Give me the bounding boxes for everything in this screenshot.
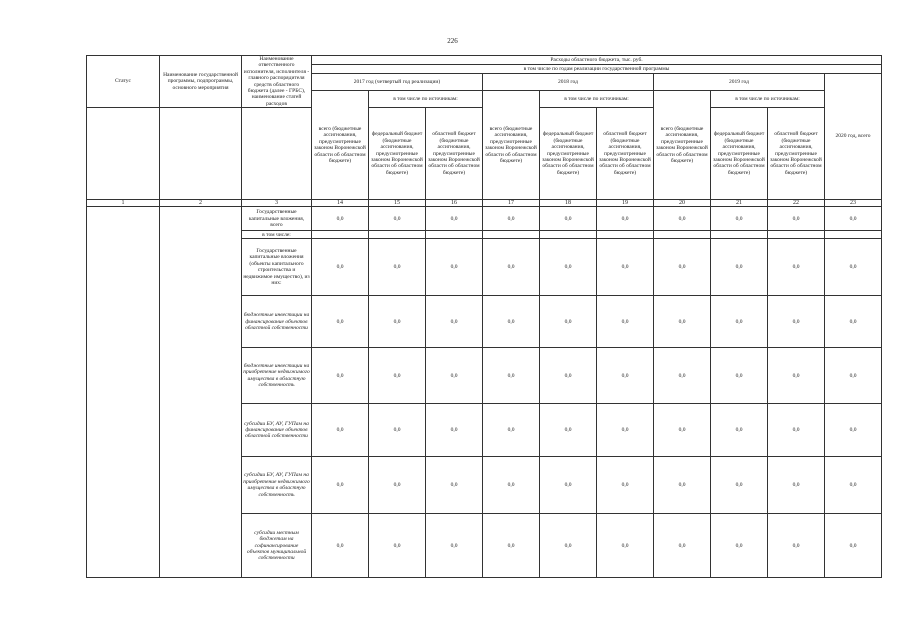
colnum-17: 17 xyxy=(483,200,540,207)
value-cell: 0,0 xyxy=(654,296,711,348)
by-years-header: в том числе по годам реализации государственной программы xyxy=(312,65,882,74)
value-cell: 0,0 xyxy=(483,348,540,404)
value-cell: 0,0 xyxy=(312,514,369,578)
value-cell: 0,0 xyxy=(540,457,597,514)
column-number-row xyxy=(87,200,882,207)
value-cell: 0,0 xyxy=(711,457,768,514)
value-cell: 0,0 xyxy=(369,207,426,231)
row-label-text: Государственные капитальные вложения, всего xyxy=(248,209,305,228)
colnum-15: 15 xyxy=(369,200,426,207)
value-cell: 0,0 xyxy=(426,296,483,348)
value-cell: 0,0 xyxy=(597,514,654,578)
row-label: субсидии местным бюджетам на софинансирование объектов муниципальной собственности xyxy=(242,514,312,578)
value-cell: 0,0 xyxy=(597,348,654,404)
value-cell: 0,0 xyxy=(312,207,369,231)
colnum-21: 21 xyxy=(711,200,768,207)
value-cell: 0,0 xyxy=(483,207,540,231)
status-cell xyxy=(87,207,160,578)
colnum-23: 23 xyxy=(825,200,882,207)
sources-2019-header: в том числе по источникам: xyxy=(711,91,825,108)
value-cell: 0,0 xyxy=(483,296,540,348)
value-cell: 0,0 xyxy=(426,348,483,404)
value-cell: 0,0 xyxy=(369,514,426,578)
value-cell: 0,0 xyxy=(825,404,882,457)
executor-header: Наименование ответственного исполнителя, исполнителя - главного распорядителя средств областного бюджета (далее - ГРБС), наименование статей расходов xyxy=(242,56,312,108)
value-cell: 0,0 xyxy=(711,239,768,296)
value-cell: 0,0 xyxy=(654,239,711,296)
value-cell: 0,0 xyxy=(597,296,654,348)
colnum-18: 18 xyxy=(540,200,597,207)
value-cell: 0,0 xyxy=(711,348,768,404)
colnum-22: 22 xyxy=(768,200,825,207)
value-cell: 0,0 xyxy=(711,514,768,578)
regional-2018-header: областной бюджет (бюджетные ассигнования, предусмотренные законом Воронежской области об областном бюджете) xyxy=(597,108,654,200)
value-cell: 0,0 xyxy=(597,239,654,296)
value-cell: 0,0 xyxy=(768,348,825,404)
value-cell: 0,0 xyxy=(369,404,426,457)
row-sub-label: в том числе: xyxy=(242,231,312,239)
year-2019-header: 2019 год xyxy=(654,74,825,91)
total-2018-header: всего (бюджетные ассигнования, предусмотренные законом Воронежской области об областном бюджете) xyxy=(483,91,540,200)
value-cell: 0,0 xyxy=(369,239,426,296)
sources-2018-header: в том числе по источникам: xyxy=(540,91,654,108)
value-cell: 0,0 xyxy=(483,404,540,457)
value-cell: 0,0 xyxy=(768,514,825,578)
colnum-20: 20 xyxy=(654,200,711,207)
row-label: субсидии БУ, АУ, ГУПам на приобретение недвижимого имущества в областную собственность xyxy=(242,457,312,514)
value-cell: 0,0 xyxy=(711,404,768,457)
value-cell: 0,0 xyxy=(540,404,597,457)
value-cell: 0,0 xyxy=(540,296,597,348)
empty-cell xyxy=(768,231,825,239)
value-cell: 0,0 xyxy=(825,207,882,231)
value-cell: 0,0 xyxy=(540,207,597,231)
value-cell: 0,0 xyxy=(369,457,426,514)
value-cell: 0,0 xyxy=(768,239,825,296)
value-cell: 0,0 xyxy=(768,457,825,514)
value-cell: 0,0 xyxy=(483,457,540,514)
value-cell: 0,0 xyxy=(654,514,711,578)
status-header-cont xyxy=(87,108,160,200)
colnum-3: 3 xyxy=(242,200,312,207)
value-cell: 0,0 xyxy=(312,239,369,296)
row-label: субсидии БУ, АУ, ГУПам на финансирование объектов областной собственности xyxy=(242,404,312,457)
value-cell: 0,0 xyxy=(312,348,369,404)
value-cell: 0,0 xyxy=(312,404,369,457)
year-2020-header: 2020 год, всего xyxy=(825,74,882,200)
empty-cell xyxy=(711,231,768,239)
empty-cell xyxy=(312,231,369,239)
value-cell: 0,0 xyxy=(540,348,597,404)
value-cell: 0,0 xyxy=(426,207,483,231)
value-cell: 0,0 xyxy=(597,404,654,457)
program-name-header: Наименование государственной программы, подпрограммы, основного мероприятия xyxy=(160,56,242,108)
expenses-header: Расходы областного бюджета, тыс. руб. xyxy=(312,56,882,65)
value-cell: 0,0 xyxy=(768,207,825,231)
empty-cell xyxy=(654,231,711,239)
empty-cell xyxy=(540,231,597,239)
value-cell: 0,0 xyxy=(483,514,540,578)
year-2018-header: 2018 год xyxy=(483,74,654,91)
federal-2018-header: федеральный бюджет (бюджетные ассигнования, предусмотренные законом Воронежской области об областном бюджете) xyxy=(540,108,597,200)
value-cell: 0,0 xyxy=(711,296,768,348)
value-cell: 0,0 xyxy=(825,296,882,348)
sources-2017-header: в том числе по источникам: xyxy=(369,91,483,108)
value-cell: 0,0 xyxy=(654,457,711,514)
program-header-cont xyxy=(160,108,242,200)
program-cell xyxy=(160,207,242,578)
colnum-2: 2 xyxy=(160,200,242,207)
value-cell: 0,0 xyxy=(426,514,483,578)
page-number: 226 xyxy=(447,37,458,45)
value-cell: 0,0 xyxy=(825,514,882,578)
value-cell: 0,0 xyxy=(426,457,483,514)
value-cell: 0,0 xyxy=(825,348,882,404)
value-cell: 0,0 xyxy=(768,296,825,348)
empty-cell xyxy=(369,231,426,239)
total-2017-header: всего (бюджетные ассигнования, предусмотренные законом Воронежской области об областном бюджете) xyxy=(312,91,369,200)
header-row-1 xyxy=(87,56,882,65)
value-cell: 0,0 xyxy=(540,239,597,296)
value-cell: 0,0 xyxy=(369,348,426,404)
empty-cell xyxy=(597,231,654,239)
value-cell: 0,0 xyxy=(426,404,483,457)
total-2019-header: всего (бюджетные ассигнования, предусмотренные законом Воронежской области об областном бюджете) xyxy=(654,91,711,200)
value-cell: 0,0 xyxy=(540,514,597,578)
value-cell: 0,0 xyxy=(369,296,426,348)
regional-2019-header: областной бюджет (бюджетные ассигнования, предусмотренные законом Воронежской области об областном бюджете) xyxy=(768,108,825,200)
value-cell: 0,0 xyxy=(312,296,369,348)
empty-cell xyxy=(483,231,540,239)
value-cell: 0,0 xyxy=(654,348,711,404)
table-row xyxy=(87,207,882,231)
empty-cell xyxy=(426,231,483,239)
row-label: Государственные капитальные вложения (объекты капитального строительства и недвижимое имущество), из них: xyxy=(242,239,312,296)
regional-2017-header: областной бюджет (бюджетные ассигнования, предусмотренные законом Воронежской области об областном бюджете) xyxy=(426,108,483,200)
executor-header-cont xyxy=(242,108,312,200)
row-label: бюджетные инвестиции на финансирование объектов областной собственности xyxy=(242,296,312,348)
value-cell: 0,0 xyxy=(654,207,711,231)
value-cell: 0,0 xyxy=(312,457,369,514)
row-label: бюджетные инвестиции на приобретение недвижимого имущества в областную собственность xyxy=(242,348,312,404)
value-cell: 0,0 xyxy=(426,239,483,296)
value-cell: 0,0 xyxy=(825,239,882,296)
value-cell: 0,0 xyxy=(597,207,654,231)
value-cell: 0,0 xyxy=(483,239,540,296)
year-2017-header: 2017 год (четвертый год реализации) xyxy=(312,74,483,91)
colnum-1: 1 xyxy=(87,200,160,207)
value-cell: 0,0 xyxy=(768,404,825,457)
value-cell: 0,0 xyxy=(825,457,882,514)
value-cell: 0,0 xyxy=(597,457,654,514)
empty-cell xyxy=(825,231,882,239)
value-cell: 0,0 xyxy=(654,404,711,457)
federal-2019-header: федеральный бюджет (бюджетные ассигнования, предусмотренные законом Воронежской области об областном бюджете) xyxy=(711,108,768,200)
federal-2017-header: федеральный бюджет (бюджетные ассигнования, предусмотренные законом Воронежской области об областном бюджете) xyxy=(369,108,426,200)
colnum-19: 19 xyxy=(597,200,654,207)
value-cell: 0,0 xyxy=(711,207,768,231)
colnum-14: 14 xyxy=(312,200,369,207)
status-header: Статус xyxy=(87,56,160,108)
budget-table xyxy=(86,55,882,578)
row-label xyxy=(242,207,312,231)
colnum-16: 16 xyxy=(426,200,483,207)
